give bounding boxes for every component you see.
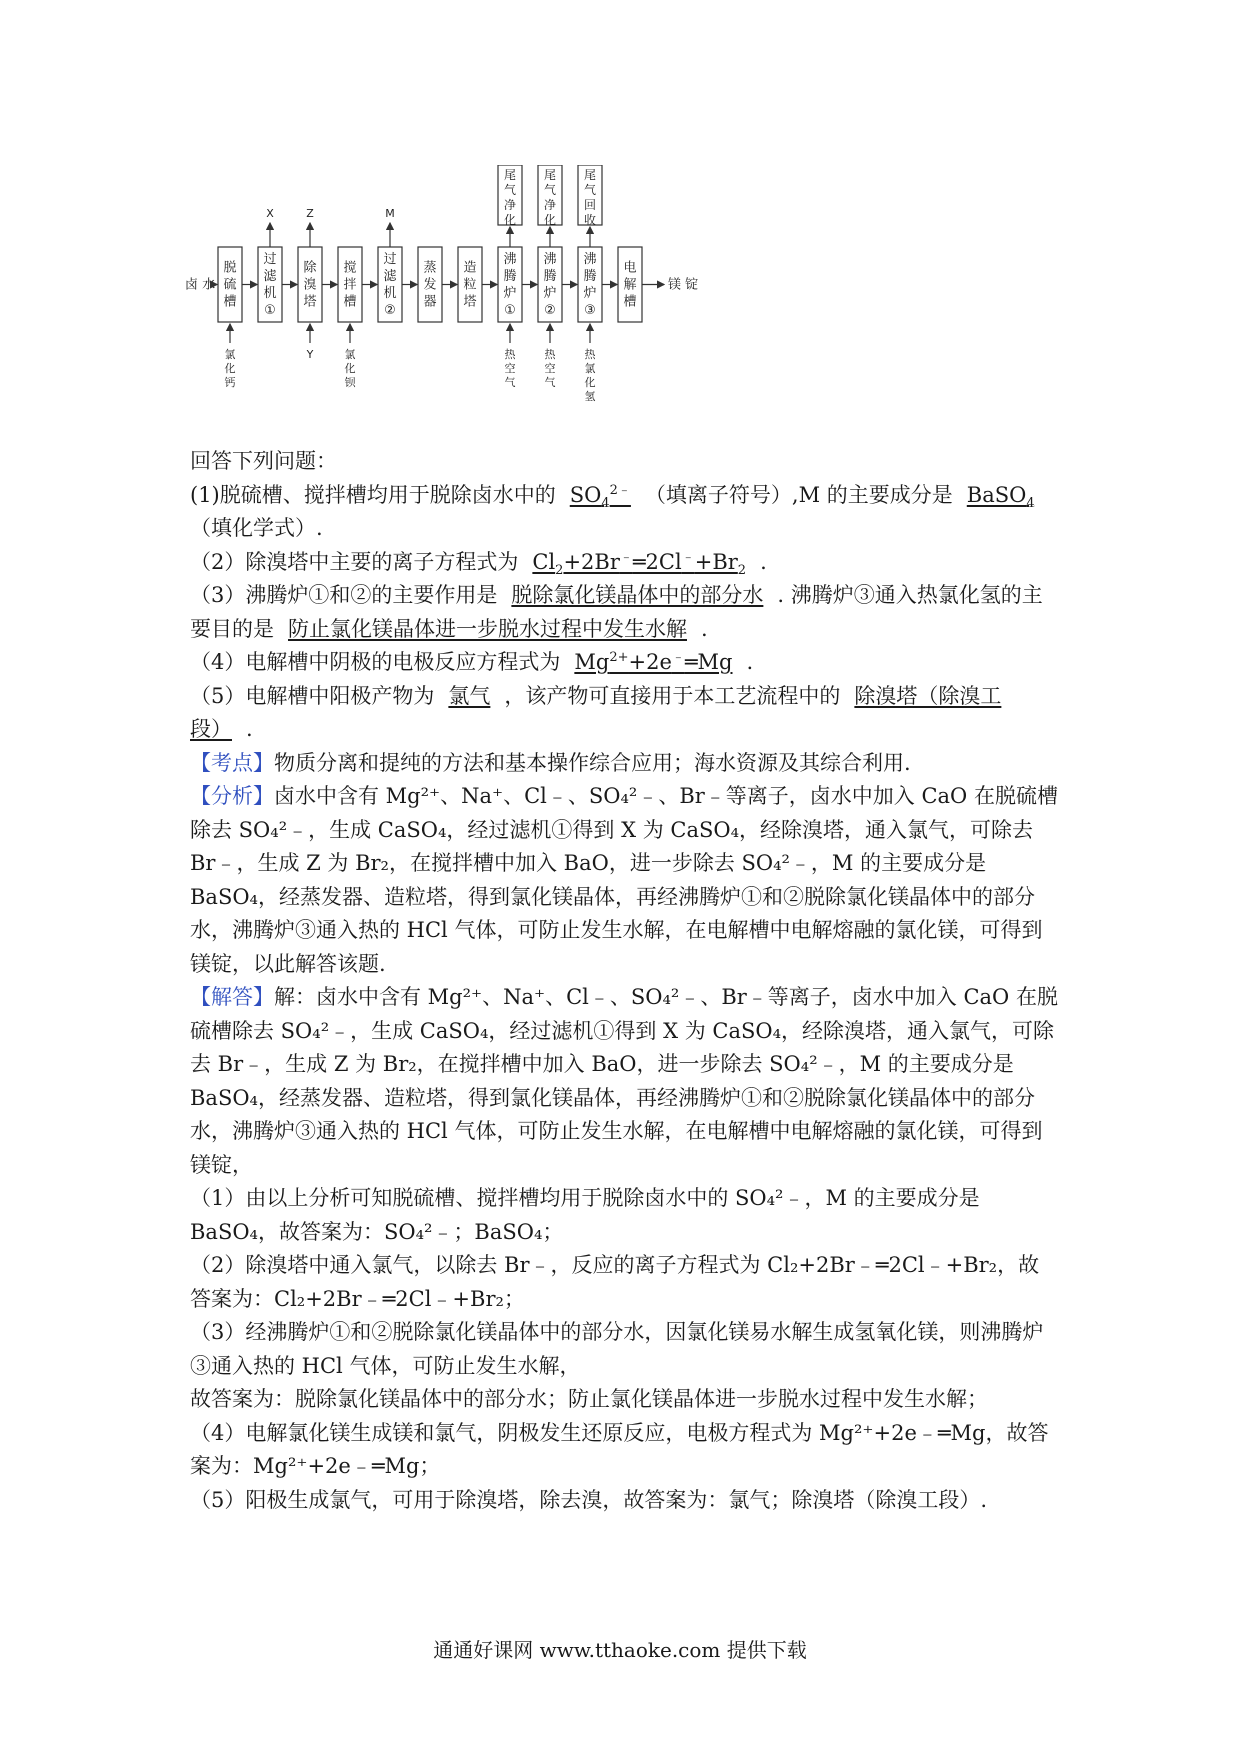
input-material-label: 热空气 [544, 348, 556, 389]
jieda-line-3: （3）经沸腾炉①和②脱除氯化镁晶体中的部分水，因氯化镁易水解生成氢氧化镁，则沸腾炉③通入热的 HCl 气体，可防止发生水解， [190, 1320, 1044, 1378]
output-label: Z [306, 207, 314, 220]
unit-label: 造粒塔 [463, 260, 477, 310]
unit-label: 沸腾炉 ② [543, 252, 557, 318]
question-content [190, 445, 1060, 1517]
question-2: （2）除溴塔中主要的离子方程式为 $Cl_2+2Br^﹣═2Cl^﹣+Br_2$ . [190, 549, 767, 578]
output-product-label: 镁 锭 [668, 277, 699, 293]
input-material-label: 热空气 [504, 348, 516, 389]
unit-label: 过滤机 ② [383, 252, 397, 318]
unit-label: 沸腾炉 ③ [583, 252, 597, 318]
question-5: （5）电解槽中阳极产物为 氯气 ，该产物可直接用于本工艺流程中的 除溴塔（除溴工段） . [190, 683, 1002, 741]
footer-watermark: 通通好课网 www.tthaoke.com 提供下载 [433, 1638, 807, 1662]
jieda-line-4: 故答案为：脱除氯化镁晶体中的部分水；防止氯化镁晶体进一步脱水过程中发生水解； [190, 1387, 988, 1411]
answer-blank-ion: $SO_4^{2﹣}$ [569, 482, 631, 511]
unit-label: 除溴塔 [303, 260, 317, 310]
fenxi-tag: 【分析】 [190, 784, 274, 808]
fenxi-section: 【分析】卤水中含有 Mg²⁺、Na⁺、Cl﹣、SO₄²﹣、Br﹣等离子，卤水中加入 CaO 在脱硫槽除去 SO₄²﹣，生成 CaSO₄，经过滤机①得到 X 为 CaSO₄，经除溴塔，通入氯气，可除去 Br﹣，生成 Z 为 Br₂，在搅拌槽中加入 BaO，进一步除去 SO₄²﹣，M 的主要成分是 BaSO₄，经蒸发器、造粒塔，得到氯化镁晶体，再经沸腾炉①和②脱除氯化镁晶体中的部分水，沸腾炉③通入热的 HCl 气体，可防止发生水解，在电解槽中电解熔融的氯化镁，可得到镁锭，以此解答该题. [190, 784, 1058, 976]
input-material-label: 氯化钡 [344, 348, 356, 389]
answer-blank-electrode: $Mg^{2+}+2e^﹣═Mg$ [574, 650, 733, 674]
kaodian-section: 【考点】物质分离和提纯的方法和基本操作综合应用；海水资源及其综合利用. [190, 750, 911, 775]
output-label: X [266, 207, 274, 220]
gas-box-label: 尾气回收 [583, 168, 597, 227]
answer-blank-equation: $Cl_2+2Br^﹣═2Cl^﹣+Br_2$ [532, 549, 747, 578]
unit-label: 搅拌槽 [343, 260, 357, 310]
unit-label: 电解槽 [623, 260, 637, 310]
jieda-tag: 【解答】 [190, 985, 274, 1009]
jieda-line-1: （1）由以上分析可知脱硫槽、搅拌槽均用于脱除卤水中的 SO₄²﹣，M 的主要成分是 BaSO₄，故答案为：SO₄²﹣；BaSO₄； [190, 1186, 980, 1244]
answer-blank-q3a: 脱除氯化镁晶体中的部分水 [511, 583, 764, 607]
input-material-label: 热氯化氢 [584, 348, 596, 403]
gas-box-label: 尾气净化 [503, 168, 517, 227]
jieda-line-5: （4）电解氯化镁生成镁和氯气，阴极发生还原反应，电极方程式为 Mg²⁺+2e﹣═Mg，故答案为：Mg²⁺+2e﹣═Mg； [190, 1420, 1049, 1478]
jieda-line-2: （2）除溴塔中通入氯气，以除去 Br﹣，反应的离子方程式为 Cl₂+2Br﹣═2Cl﹣+Br₂，故答案为：Cl₂+2Br﹣═2Cl﹣+Br₂； [190, 1253, 1040, 1311]
intro-line: 回答下列问题： [190, 449, 337, 473]
unit-label: 沸腾炉 ① [503, 252, 517, 318]
input-material-label: 氯化钙 [224, 348, 236, 389]
process-flow-diagram [185, 165, 790, 430]
output-label: M [385, 207, 395, 220]
kaodian-tag: 【考点】 [190, 750, 274, 775]
answer-blank-section: 除溴塔（除溴工段） [190, 683, 1002, 741]
question-1: (1)脱硫槽、搅拌槽均用于脱除卤水中的 $SO_4^{2﹣}$ （填离子符号）,M 的主要成分是 BaSO$_4$（填化学式）. [190, 479, 1060, 546]
jieda-section: 【解答】解：卤水中含有 Mg²⁺、Na⁺、Cl﹣、SO₄²﹣、Br﹣等离子，卤水中加入 CaO 在脱硫槽除去 SO₄²﹣，生成 CaSO₄，经过滤机①得到 X 为 CaSO₄，经除溴塔，通入氯气，可除去 Br﹣，生成 Z 为 Br₂，在搅拌槽中加入 BaO，进一步除去 SO₄²﹣，M 的主要成分是 BaSO₄，经蒸发器、造粒塔，得到氯化镁晶体，再经沸腾炉①和②脱除氯化镁晶体中的部分水，沸腾炉③通入热的 HCl 气体，可防止发生水解，在电解槽中电解熔融的氯化镁，可得到镁锭， [190, 985, 1058, 1177]
answer-blank-q3b: 防止氯化镁晶体进一步脱水过程中发生水解 [288, 616, 687, 641]
unit-label: 蒸发器 [423, 260, 437, 310]
question-4: （4）电解槽中阴极的电极反应方程式为 $Mg^{2+}+2e^﹣═Mg$ . [190, 650, 754, 674]
gas-box-label: 尾气净化 [543, 168, 557, 227]
input-label: 卤 水 [185, 277, 216, 293]
unit-label: 过滤机 ① [263, 252, 277, 318]
jieda-line-6: （5）阳极生成氯气，可用于除溴塔，除去溴，故答案为：氯气；除溴塔（除溴工段）. [190, 1487, 988, 1512]
answer-blank-anode: 氯气 [448, 683, 491, 708]
answer-blank-formula: BaSO$_4$ [966, 482, 1035, 511]
unit-label: 脱硫槽 [223, 260, 237, 310]
input-material-label: Y [306, 348, 314, 361]
question-3: （3）沸腾炉①和②的主要作用是 脱除氯化镁晶体中的部分水 . 沸腾炉③通入热氯化氢的主要目的是 防止氯化镁晶体进一步脱水过程中发生水解 . [190, 583, 1043, 641]
